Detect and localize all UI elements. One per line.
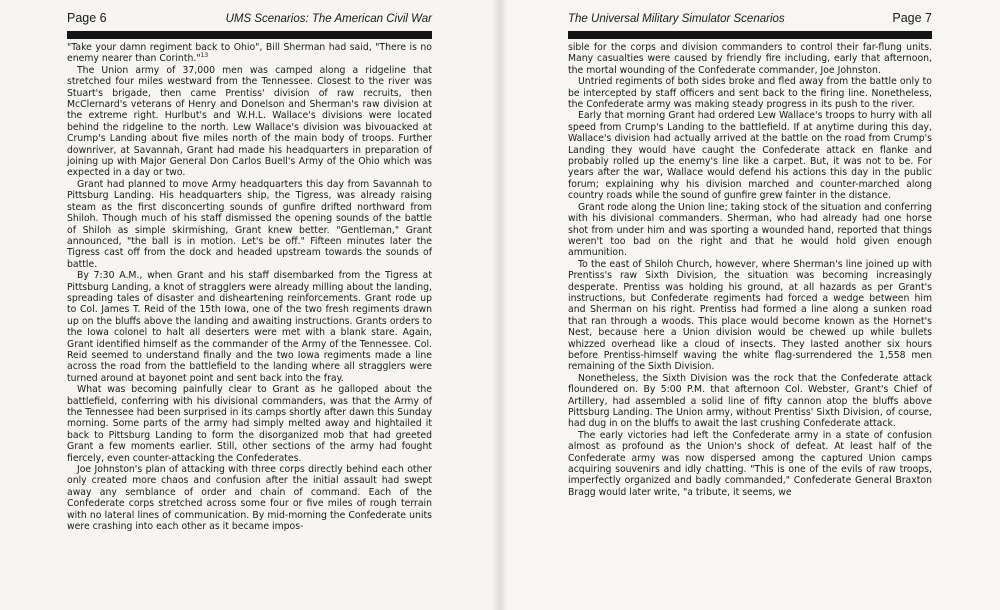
paragraph: Early that morning Grant had ordered Lew Wallace's troops to hurry with all speed from Crump's Landing to the battlefield. If at anytime during this day, Wallace's division had actually arrived at the battle on the road from Crump's Landing they would have caught the Confederate attack en flanke and probably rolled up the enemy's line like a carpet. But, it was not to be. For years after the war, Wallace would defend his actions this day in the public forum; explaining why his division marched and counter-marched along country roads while the sound of gunfire grew fainter in the distance.	[568, 110, 932, 202]
paragraph: The early victories had left the Confederate army in a state of confusion almost as profound as the Union's shock of defeat. At least half of the Confederate army was now dispersed among the captured Union camps acquiring souvenirs and idly chatting. "This is one of the evils of raw troops, imperfectly organized and badly commanded," Confederate General Braxton Bragg would later write, "a tribute, it seems, we	[568, 429, 932, 498]
paragraph: Joe Johnston's plan of attacking with three corps directly behind each other only created more chaos and confusion after the initial assault had swept away any semblance of order and chain of command. Each of the Confederate corps stretched across some four or five miles of rough terrain with no lateral lines of communication. By mid-morning the Confederate units were crashing into each other as it became impos-	[67, 464, 432, 533]
header-rule	[67, 31, 432, 39]
running-title: The Universal Military Simulator Scenarios	[568, 13, 785, 25]
page-number: Page 7	[892, 11, 932, 25]
paragraph: sible for the corps and division commanders to control their far-flung units. Many casualties were caused by friendly fire including, early that afternoon, the mortal wounding of the Confederate commander, Joe Johnston.	[568, 42, 932, 76]
paragraph: Grant had planned to move Army headquarters this day from Savannah to Pittsburg Landing. His headquarters ship, the Tigress, was already raising steam as the first disconcerting sounds of gunfire drifted northward from Shiloh. Though much of his staff dismissed the opening sounds of the battle of Shiloh as simple skirmishing, Grant knew better. "Gentleman," Grant announced, "the ball is in motion. Let's be off." Fifteen minutes later the Tigress cast off from the dock and headed upstream towards the sounds of battle.	[67, 178, 432, 270]
right-page-header	[568, 10, 932, 26]
right-page	[500, 0, 1000, 610]
running-title: UMS Scenarios: The American Civil War	[225, 13, 432, 25]
paragraph: Untried regiments of both sides broke and fled away from the battle only to be intercepted by staff officers and sent back to the firing line. Nonetheless, the Confederate army was making steady progress in its push to the river.	[568, 76, 932, 111]
paragraph: What was becoming painfully clear to Grant as he galloped about the battlefield, conferring with his divisional commanders, was that the Army of the Tennessee had been surprised in its camps shortly after dawn this Sunday morning. Some parts of the army had simply melted away and hightailed it back to Pittsburg Landing to form the disorganized mob that had greeted Grant a few moments earlier. Still, other sections of the army had fought fiercely, even counter-attacking the Confederates.	[67, 384, 432, 464]
paragraph: By 7:30 A.M., when Grant and his staff disembarked from the Tigress at Pittsburg Landing, a knot of stragglers were already milling about the landing, spreading tales of disaster and disheartening reinforcements. Grant rode up to Col. James T. Reid of the 15th Iowa, one of the two fresh regiments drawn up on the bluffs above the landing and awaiting instructions. Grants orders to the Iowa colonel to halt all deserters were met with a blank stare. Again, Grant identified himself as the commander of the Army of the Tennessee. Col. Reid seemed to understand finally and the two Iowa regiments made a line across the road from the battlefield to the landing where all stragglers were turned around at bayonet point and sent back into the fray.	[67, 270, 432, 384]
paragraph: "Take your damn regiment back to Ohio", Bill Sherman had said, "There is no enemy nearer than Corinth."$^{13}$	[67, 42, 432, 65]
header-rule	[568, 31, 932, 39]
paragraph: The Union army of 37,000 men was camped along a ridgeline that stretched four miles westward from the Tennessee. Closest to the river was Stuart's brigade, then came Prentiss' division of raw recruits, then McClernard's veterans of Henry and Donelson and Sherman's raw division at the extreme right. Hurlbut's and W.H.L. Wallace's divisions were located behind the ridgeline to the north. Lew Wallace's division was bivouacked at Crump's Landing about five miles north of the main body of troops. Further downriver, at Savannah, Grant had made his headquarters in preparation of joining up with Major General Don Carlos Buell's Army of the Ohio which was expected in a day or two.	[67, 64, 432, 179]
right-page-body	[568, 42, 932, 498]
left-page-header	[67, 10, 432, 26]
paragraph: Nonetheless, the Sixth Division was the rock that the Confederate attack floundered on. By 5:00 P.M. that afternoon Col. Webster, Grant's Chief of Artillery, had assembled a solid line of fifty cannon atop the bluffs above Pittsburg Landing. The Union army, without Prentiss' Sixth Division, of course, had dug in on the bluffs to await the last crushing Confederate attack.	[568, 372, 932, 430]
book-gutter	[492, 0, 508, 610]
paragraph: Grant rode along the Union line; taking stock of the situation and conferring with his divisional commanders. Sherman, who had already had one horse shot from under him and was sporting a wounded hand, reported that things weren't too bad on the right and that he would hold given enough ammunition.	[568, 201, 932, 259]
footnote-mark: 13	[200, 52, 209, 60]
page-number: Page 6	[67, 11, 107, 25]
left-page-body	[67, 42, 432, 532]
paragraph: To the east of Shiloh Church, however, where Sherman's line joined up with Prentiss's raw Sixth Division, the situation was becoming increasingly desperate. Prentiss was holding his ground, at all hazards as per Grant's instructions, but Confederate regiments had forced a wedge between him and Sherman on his right. Prentiss had formed a line along a sunken road that ran through a woods. This place would become known as the Hornet's Nest, because here a Union division would be chewed up while bullets whizzed overhead like a cloud of insects. They lasted another six hours before Prentiss-himself waving the white flag-surrendered the 1,558 men remaining of the Sixth Division.	[568, 258, 932, 373]
